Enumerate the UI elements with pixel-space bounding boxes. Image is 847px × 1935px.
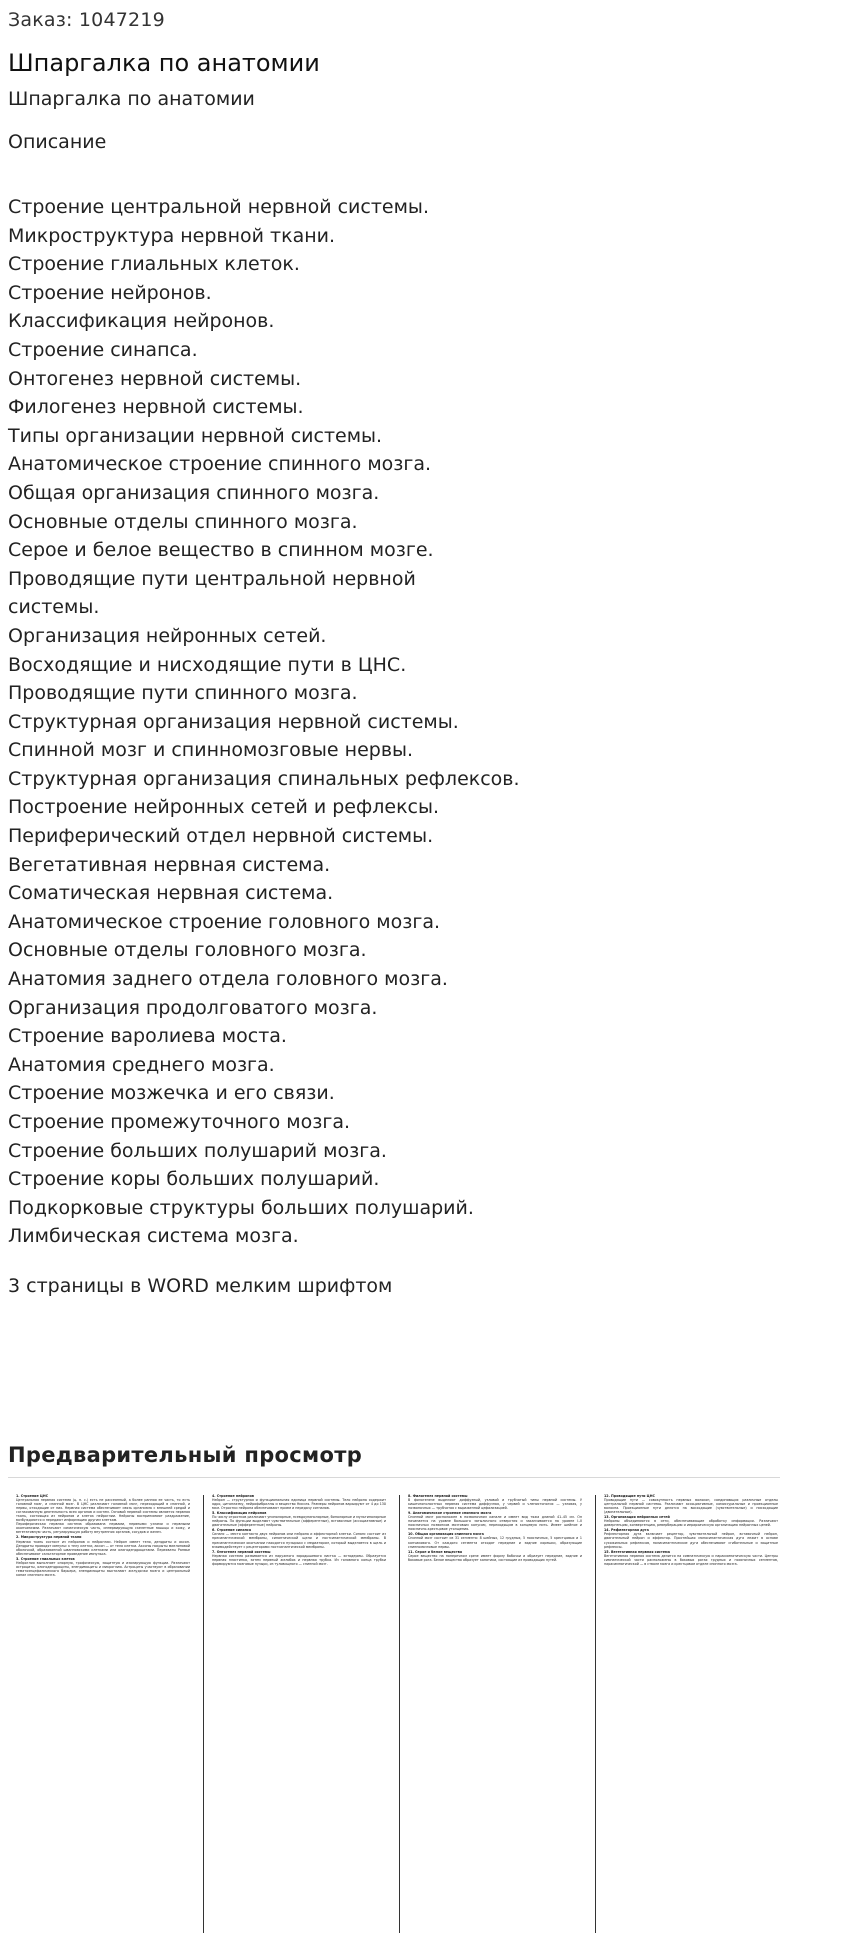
topic-item: Восходящие и нисходящие пути в ЦНС. [8,653,407,676]
topic-item: системы. [8,596,100,619]
preview-column [408,1493,582,1933]
preview-section-heading: 12. Проводящие пути ЦНС [604,1494,655,1498]
topics-list [8,193,520,1251]
topic-item: Филогенез нервной системы. [8,396,304,419]
topic-item: Строение мозжечка и его связи. [8,1082,335,1105]
preview-paragraph: Вегетативная нервная система делится на симпатическую и парасимпатическую части. Центры симпатической части расположены в боковых рогах грудных и поясничных сегментов, парасимпатической — в стволе мозга и крестцовом отделе спинного мозга. [604,1553,778,1566]
preview-paragraph: Нейроны объединяются в сети, обеспечивающие обработку информации. Различают дивергенцию, конвергенцию, реверберацию и иерархическую организацию нейронных цепей. [604,1519,778,1528]
preview-paragraph: Спинной мозг расположен в позвоночном канале и имеет вид тяжа длиной 41–45 см. Он начинается на уровне большого затылочного отверстия и заканчивается на уровне I–II поясничных позвонков мозговым конусом, переходящим в концевую нить. Имеет шейное и пояснично-крестцовое утолщения. [408,1515,582,1532]
preview-column-divider [203,1495,204,1933]
topic-item: Основные отделы спинного мозга. [8,510,358,533]
preview-paragraph: Спинной мозг состоит из 31 сегмента: 8 шейных, 12 грудных, 5 поясничных, 5 крестцовых и 1 копчикового. От каждого сегмента отходят передние и задние корешки, образующие спинномозговые нервы. [408,1536,582,1549]
topic-item: Организация продолговатого мозга. [8,996,378,1019]
preview-section-heading: 14. Рефлекторная дуга [604,1528,649,1533]
preview-column-divider [399,1495,400,1933]
preview-section-heading: 9. Анатомическое строение спинного мозга [408,1511,492,1516]
preview-paragraph: Нервная система развивается из наружного зародышевого листка — эктодермы. Образуется нервная пластинка, затем нервный желобок и нервная трубка. Из головного конца трубки формируются мозговые пузыри, из туловищного — спинной мозг. [212,1553,386,1566]
preview-paragraph: Синапс — место контакта двух нейронов или нейрона и эффекторной клетки. Синапс состоит из пресинаптической мембраны, синаптической щели и постсинаптической мембраны. В пресинаптическом окончании находятся пузырьки с медиатором, который выделяется в щель и взаимодействует с рецепторами постсинаптической мембраны. [212,1532,386,1549]
topic-item: Классификация нейронов. [8,310,275,333]
pages-note: 3 страницы в WORD мелким шрифтом [8,1275,393,1297]
preview-section-heading: 13. Организация нейронных сетей [604,1515,670,1520]
preview-paragraph: Периферическая нервная система образована нервами, нервными узлами и нервными окончаниями. Различают соматическую часть, иннервирующую скелетные мышцы и кожу, и вегетативную часть, регулирующую работу внутренних органов, сосудов и желез. [16,1522,190,1535]
topic-item: Проводящие пути спинного мозга. [8,682,358,705]
topic-item: Лимбическая система мозга. [8,1225,299,1248]
topic-item: Онтогенез нервной системы. [8,367,302,390]
topic-item: Строение центральной нервной системы. [8,196,429,218]
topic-item: Периферический отдел нервной системы. [8,825,434,848]
topic-item: Соматическая нервная система. [8,882,334,905]
preview-section-heading: 3. Строение глиальных клеток [16,1556,75,1561]
topic-item: Строение нейронов. [8,281,212,304]
preview-column [604,1493,778,1933]
preview-section-heading: 10. Общая организация спинного мозга [408,1532,484,1537]
topic-item: Спинной мозг и спинномозговые нервы. [8,739,414,762]
topic-item: Анатомия среднего мозга. [8,1053,275,1076]
topic-item: Анатомическое строение головного мозга. [8,910,441,933]
description-heading: Описание [8,131,107,153]
topic-item: Строение варолиева моста. [8,1025,287,1048]
preview-section-heading: 11. Серое и белое вещество [408,1549,463,1554]
topic-item: Основные отделы головного мозга. [8,939,367,962]
topic-item: Строение коры больших полушарий. [8,1168,380,1191]
preview-paragraph: В филогенезе выделяют диффузный, узловой и трубчатый типы нервной системы. У кишечнополостных нервная система диффузная, у червей и членистоногих — узловая, у позвоночных — трубчатая с выраженной цефализацией. [408,1498,582,1511]
order-number: Заказ: 1047219 [8,9,165,31]
preview-column-divider [595,1495,596,1933]
preview-section-heading: 8. Филогенез нервной системы [408,1494,468,1498]
topic-item: Анатомия заднего отдела головного мозга. [8,968,448,991]
preview-image [8,1489,780,1935]
topic-item: Строение больших полушарий мозга. [8,1139,387,1162]
topic-item: Типы организации нервной системы. [8,424,383,447]
preview-paragraph: Проводящие пути — совокупность нервных волокон, соединяющих различные отделы центральной нервной системы. Различают ассоциативные, комиссуральные и проекционные волокна. Проекционные пути делятся на восходящие (чувствительные) и нисходящие (двигательные). [604,1498,778,1515]
topic-item: Строение промежуточного мозга. [8,1111,351,1133]
topic-item: Вегетативная нервная система. [8,853,331,876]
preview-paragraph: Серое вещество на поперечном срезе имеет форму бабочки и образует передние, задние и боковые рога. Белое вещество образует канатики, состоящие из проводящих путей. [408,1553,582,1562]
topic-item: Микроструктура нервной ткани. [8,224,336,247]
preview-section-heading: 4. Строение нейронов [212,1494,254,1498]
topic-item: Структурная организация спинальных рефлексов. [8,767,520,790]
preview-column [212,1493,386,1933]
page-subtitle: Шпаргалка по анатомии [8,88,255,110]
preview-paragraph: Нейрон — структурная и функциональная единица нервной системы. Тело нейрона содержит ядро, цитоплазму, нейрофибриллы и вещество Ниссля. Размеры нейронов варьируют от 4 до 130 мкм. Отростки нейрона обеспечивают прием и передачу сигналов. [212,1498,386,1511]
topic-item: Построение нейронных сетей и рефлексы. [8,796,440,819]
topic-item: Строение синапса. [8,338,198,361]
preview-paragraph: Нервная ткань состоит из нейронов и нейроглии. Нейрон имеет тело, дендриты и аксон. Дендриты проводят импульс к телу клетки, аксон — от тела клетки. Аксоны покрыты миелиновой оболочкой, образованной шванновскими клетками или олигодендроцитами. Перехваты Ранвье обеспечивают сальтаторное проведение импульса. [16,1539,190,1556]
preview-section-heading: 6. Строение синапса [212,1528,252,1533]
preview-paragraph: Нейроглия выполняет опорную, трофическую, защитную и изолирующую функции. Различают астроциты, олигодендроциты, эпендимоциты и микроглию. Астроциты участвуют в образовании гематоэнцефалического барьера, эпендимоциты выстилают желудочки мозга и центральный канал спинного мозга. [16,1560,190,1577]
topic-item: Структурная организация нервной системы. [8,710,459,733]
preview-section-heading: 2. Микроструктура нервной ткани [16,1535,82,1540]
preview-section-heading: 5. Классификация нейронов [212,1511,267,1516]
preview-paragraph: Центральная нервная система (ц. н. с.) есть не рассеянный, а более ранняя ее часть, то есть головной мозг, и спинной мозг. В ЦНС различают головной мозг, переходящий в спинной, и нервы, отходящие от них. Нервная система обеспечивает связь организма с внешней средой и согласованную деятельность всех органов и систем. Основой нервной системы является нервная ткань, состоящая из нейронов и клеток нейроглии. Нейроны воспринимают раздражение, возбуждаются и передают информацию другим клеткам. [16,1498,190,1523]
preview-paragraph: По числу отростков различают униполярные, псевдоуниполярные, биполярные и мультиполярные нейроны. По функции выделяют чувствительные (афферентные), вставочные (ассоциативные) и двигательные (эфферентные) нейроны. [212,1515,386,1528]
topic-item: Подкорковые структуры больших полушарий. [8,1196,474,1219]
preview-paragraph: Рефлекторная дуга включает рецептор, чувствительный нейрон, вставочный нейрон, двигательный нейрон и эффектор. Простейшая моносинаптическая дуга лежит в основе сухожильных рефлексов, полисинаптические дуги обеспечивают сгибательные и защитные рефлексы. [604,1532,778,1549]
topic-item: Организация нейронных сетей. [8,624,327,647]
preview-section-heading: 7. Онтогенез нервной системы [212,1549,271,1554]
topic-item: Проводящие пути центральной нервной [8,567,416,590]
preview-divider [8,1477,780,1478]
preview-section-heading: 15. Вегетативная нервная система [604,1549,670,1554]
preview-heading: Предварительный просмотр [8,1443,363,1467]
page-title: Шпаргалка по анатомии [8,49,320,77]
preview-section-heading: 1. Строение ЦНС [16,1494,49,1498]
topic-item: Анатомическое строение спинного мозга. [8,453,432,476]
preview-column [16,1493,190,1933]
topic-item: Общая организация спинного мозга. [8,481,380,504]
topic-item: Строение глиальных клеток. [8,253,300,276]
topic-item: Серое и белое вещество в спинном мозге. [8,539,434,562]
